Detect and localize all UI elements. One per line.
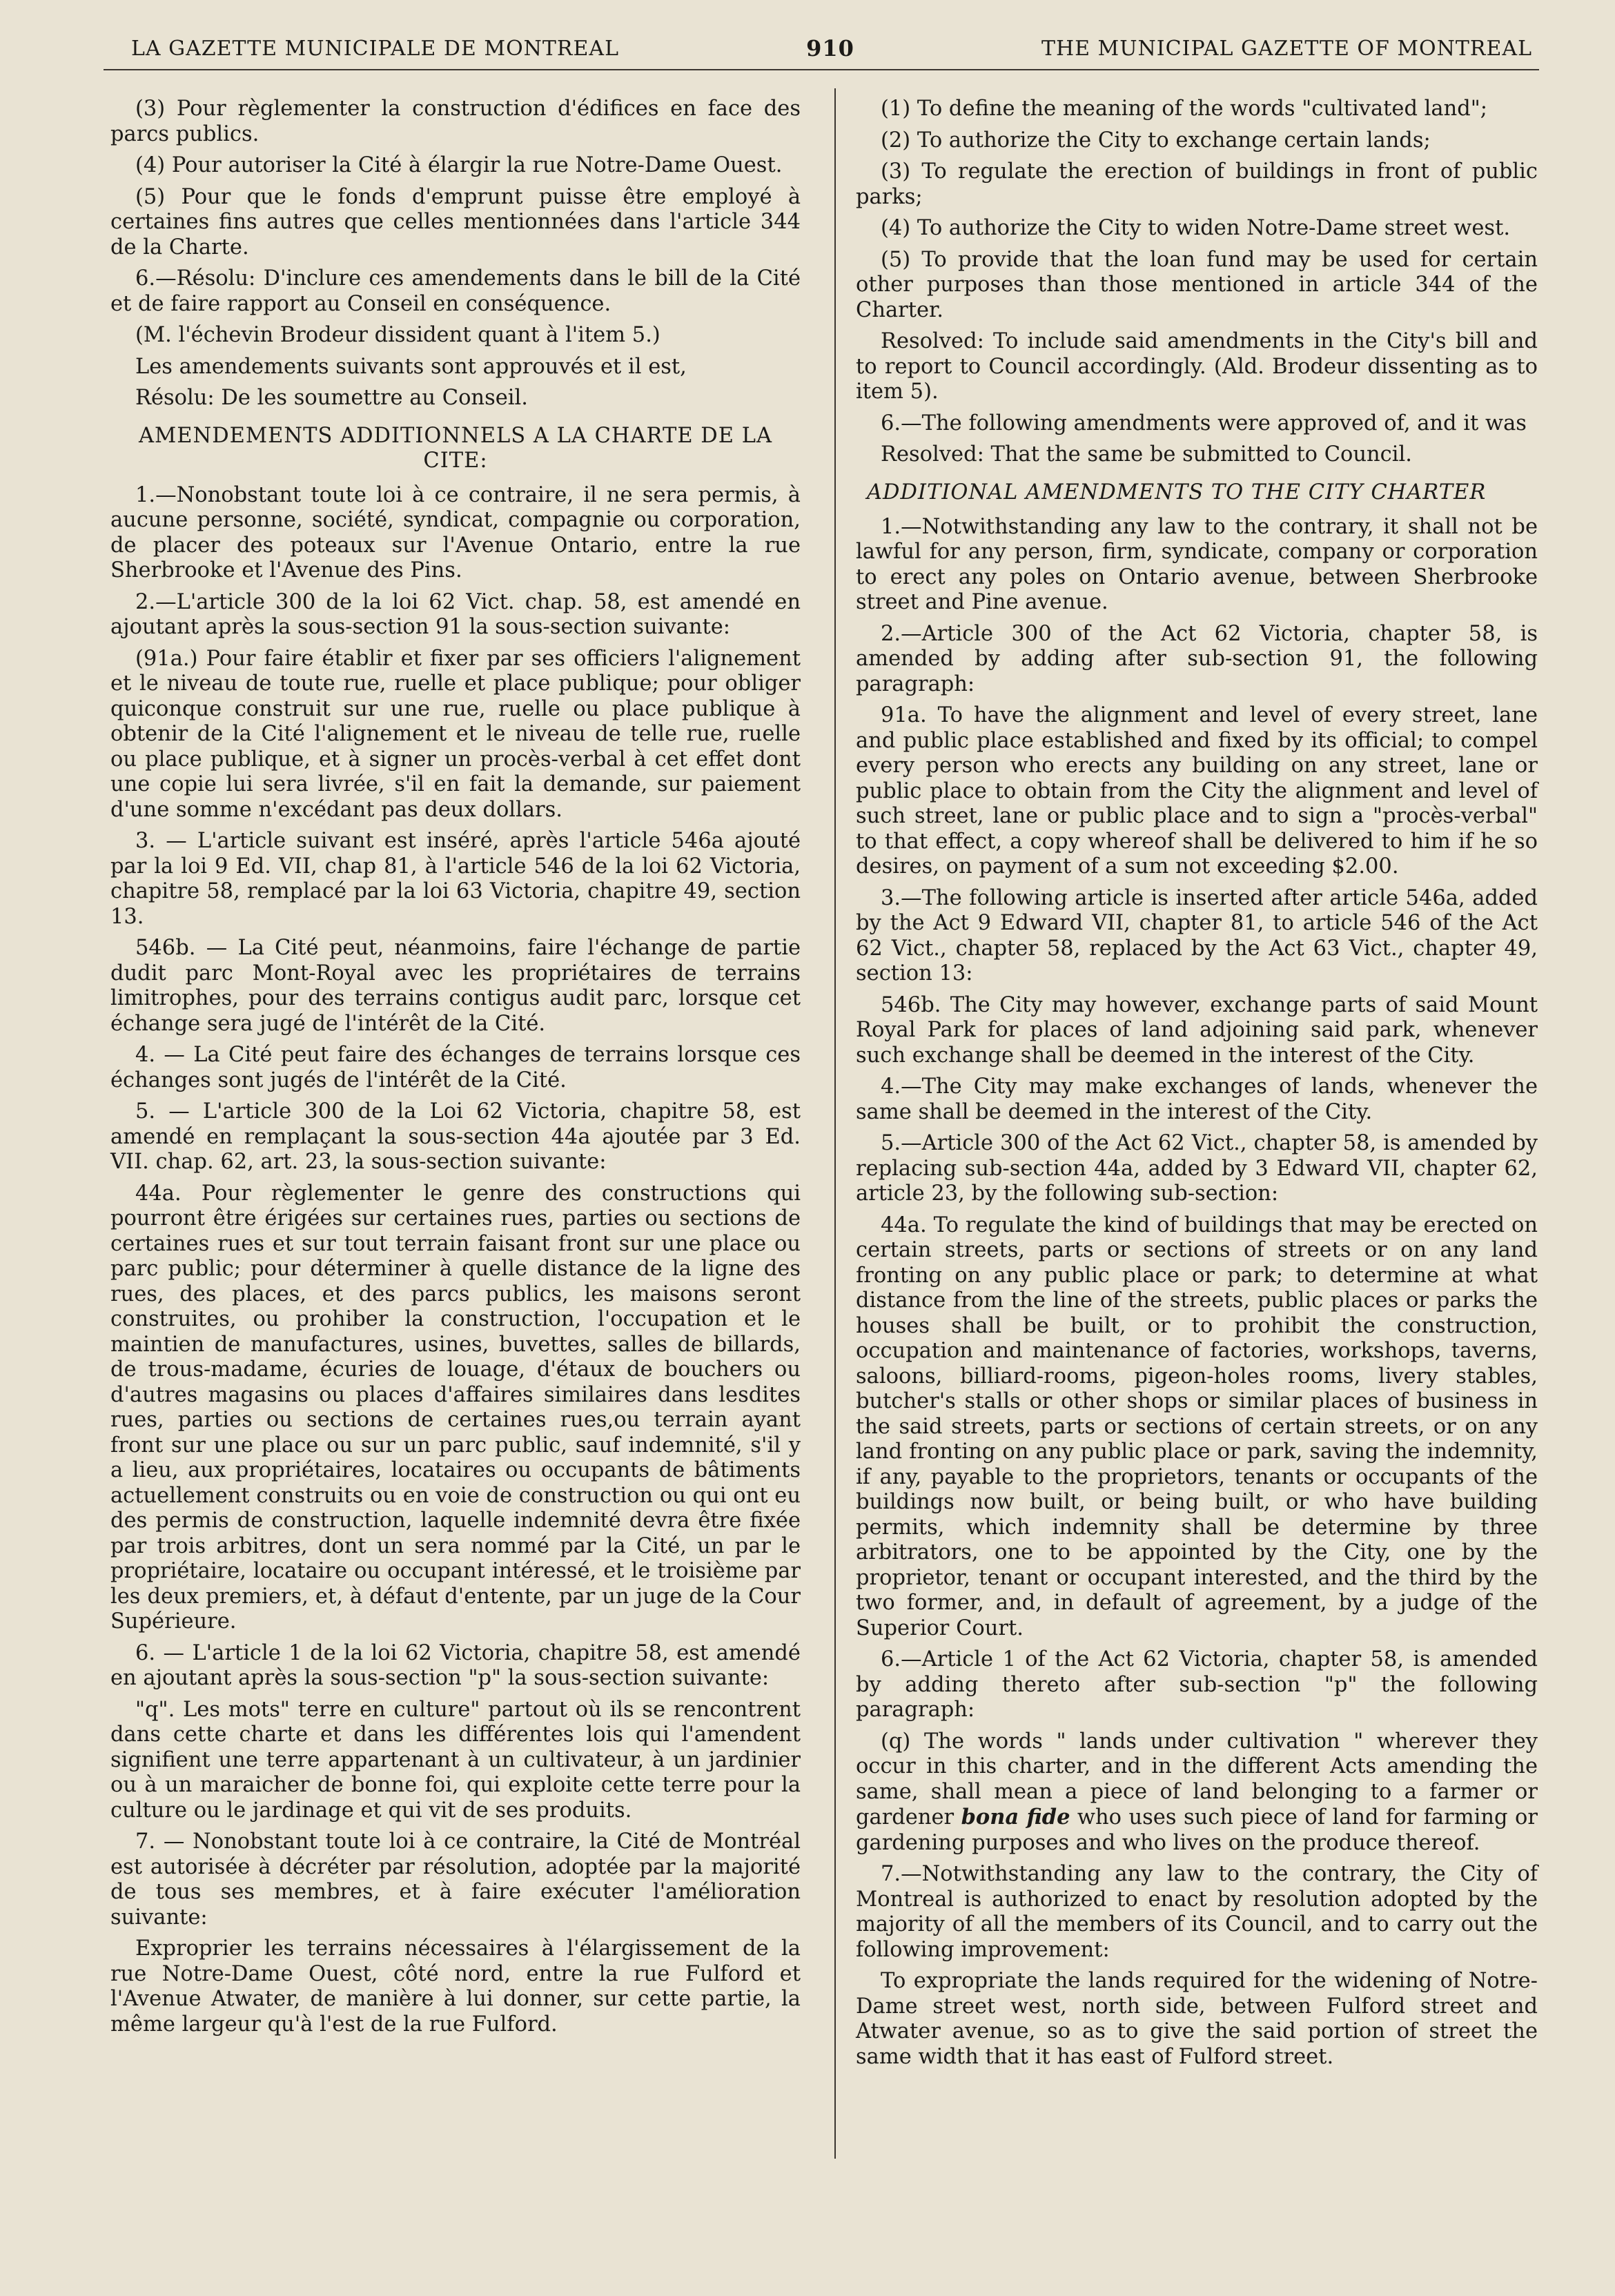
english-column xyxy=(856,97,1538,2076)
paragraph: 91a. To have the alignment and level of every street, lane and public place established and fixed by its official; to compel every person who erects any building on any street, lane or public place to obtain from the City the alignment and level of such street, lane or public place and to sign a "procès-verbal" to that effect, a copy whereof shall be delivered to him if he so desires, on payment of a sum not exceeding $2.00. xyxy=(856,703,1538,879)
paragraph: (5) To provide that the loan fund may be used for certain other purposes than those mentioned in article 344 of the Charter. xyxy=(856,247,1538,322)
paragraph: 7.—Notwithstanding any law to the contrary, the City of Montreal is authorized to enact by resolution adopted by the majority of all the members of its Council, and to carry out the following improvement: xyxy=(856,1862,1538,1962)
paragraph: 6.—The following amendments were approved of, and it was xyxy=(881,411,1527,435)
paragraph: (3) Pour règlementer la construction d'édifices en face des parcs publics. xyxy=(110,97,801,146)
column-divider xyxy=(834,88,836,2159)
paragraph: 44a. Pour règlementer le genre des constructions qui pourront être érigées sur certaines rues, parties ou sections de certaines rues et sur tout terrain faisant front sur une place ou parc public; pour déterminer à quelle distance de la ligne des rues, des places, et des parcs publics, les maisons seront construites, ou prohiber la construction, l'occupation et le maintien de manufactures, usines, buvettes, salles de billards, de trous-madame, écuries de louage, d'étaux de bouchers ou d'autres magasins ou places d'affaires similaires dans lesdites rues, parties ou sections de certaines rues,ou terrain ayant front sur une place ou sur un parc public, sauf indemnité, s'il y a lieu, aux propriétaires, locataires ou occupants de bâtiments actuellement construits ou en voie de construction ou qui ont eu des permis de construction, laquelle indemnité devra être fixée par trois arbitres, dont un sera nommé par la Cité, un par le propriétaire, locataire ou occupant intéressé, et le troisième par les deux premiers, et, à défaut d'entente, par un juge de la Cour Supérieure. xyxy=(110,1181,801,1633)
page-number: 910 xyxy=(806,35,854,61)
paragraph xyxy=(856,1729,1538,1856)
paragraph: 5. — L'article 300 de la Loi 62 Victoria, chapitre 58, est amendé en remplaçant la sous-section 44a ajoutée par 3 Ed. VII. chap. 62, art. 23, la sous-section suivante: xyxy=(110,1099,801,1174)
page-header xyxy=(131,30,1532,66)
paragraph: (1) To define the meaning of the words "cultivated land"; xyxy=(881,97,1488,121)
paragraph: "q". Les mots" terre en culture" partout où ils se rencontrent dans cette charte et dans les différentes lois qui l'amendent signifient une terre appartenant à un cultivateur, à un jardinier ou à un maraicher de bonne foi, qui exploite cette terre pour la culture ou le jardinage et qui vit de ses produits. xyxy=(110,1697,801,1823)
section-heading: ADDITIONAL AMENDMENTS TO THE CITY CHARTER xyxy=(867,480,1487,504)
paragraph: Resolved: To include said amendments in the City's bill and to report to Council accordingly. (Ald. Brodeur dissenting as to item 5). xyxy=(856,329,1538,404)
paragraph: Exproprier les terrains nécessaires à l'élargissement de la rue Notre-Dame Ouest, côté nord, entre la rue Fulford et l'Avenue Atwater, de manière à lui donner, sur cette partie, la même largeur qu'à l'est de la rue Fulford. xyxy=(110,1936,801,2037)
paragraph: To expropriate the lands required for the widening of Notre-Dame street west, north side, between Fulford street and Atwater avenue, so as to give the said portion of street the same width that it has east of Fulford street. xyxy=(856,1969,1538,2069)
italic-term: bona fide xyxy=(961,1805,1070,1829)
paragraph: (2) To authorize the City to exchange certain lands; xyxy=(881,128,1431,153)
section-heading: AMENDEMENTS ADDITIONNELS A LA CHARTE DE LA CITE: xyxy=(139,423,772,473)
paragraph: 2.—L'article 300 de la loi 62 Vict. chap. 58, est amendé en ajoutant après la sous-section 91 la sous-section suivante: xyxy=(110,589,801,639)
paragraph: (91a.) Pour faire établir et fixer par ses officiers l'alignement et le niveau de toute rue, ruelle et place publique; pour obliger quiconque construit sur une rue, ruelle ou place publique à obtenir de la Cité l'alignement et le niveau de telle rue, ruelle ou place publique, et à signer un procès-verbal à cet effet dont une copie lui sera livrée, s'il en fait la demande, sur paiement d'une somme n'excédant pas deux dollars. xyxy=(110,646,801,822)
text-run: (q) The words " lands under cultivation " wherever they occur in this charter, and in the different Acts amending the same, shall mean a piece of land belonging to a farmer or gardener xyxy=(856,1729,1538,1829)
paragraph: 546b. The City may however, exchange parts of said Mount Royal Park for places of land adjoining said park, whenever such exchange shall be deemed in the interest of the City. xyxy=(856,992,1538,1068)
paragraph: 4. — La Cité peut faire des échanges de terrains lorsque ces échanges sont jugés de l'intérêt de la Cité. xyxy=(110,1043,801,1092)
paragraph: 3. — L'article suivant est inséré, après l'article 546a ajouté par la loi 9 Ed. VII, chap 81, à l'article 546 de la loi 62 Victoria, chapitre 58, remplacé par la loi 63 Victoria, chapitre 49, section 13. xyxy=(110,829,801,929)
paragraph: (M. l'échevin Brodeur dissident quant à l'item 5.) xyxy=(135,323,660,347)
paragraph: 6.—Résolu: D'inclure ces amendements dans le bill de la Cité et de faire rapport au Conseil en conséquence. xyxy=(110,266,801,316)
paragraph: Résolu: De les soumettre au Conseil. xyxy=(135,386,528,410)
paragraph: 4.—The City may make exchanges of lands, whenever the same shall be deemed in the interest of the City. xyxy=(856,1075,1538,1124)
paragraph: 2.—Article 300 of the Act 62 Victoria, chapter 58, is amended by adding after sub-section 91, the following paragraph: xyxy=(856,621,1538,696)
header-rule xyxy=(104,69,1539,70)
paragraph: (4) Pour autoriser la Cité à élargir la rue Notre-Dame Ouest. xyxy=(135,153,783,177)
header-right-title: THE MUNICIPAL GAZETTE OF MONTREAL xyxy=(1041,36,1532,61)
paragraph: 44a. To regulate the kind of buildings that may be erected on certain streets, parts or sections of streets or on any land fronting on any public place or park; to determine at what distance from the line of the streets, public places or parks the houses shall be built, or to prohibit the construction, occupation and maintenance of factories, workshops, taverns, saloons, billiard-rooms, pigeon-holes rooms, livery stables, butcher's stalls or other shops or similar places of business in the said streets, parts or sections of certain streets, or on any land fronting on any public place or park, saving the indemnity, if any, payable to the proprietors, tenants or occupants of the buildings now built, or being built, or who have building permits, which indemnity shall be determine by three arbitrators, one to be appointed by the City, one by the proprietor, tenant or occupant interested, and the third by the two former, and, in default of agreement, by a judge of the Superior Court. xyxy=(856,1213,1538,1640)
paragraph: (5) Pour que le fonds d'emprunt puisse être employé à certaines fins autres que celles mentionnées dans l'article 344 de la Charte. xyxy=(110,184,801,259)
paragraph: (3) To regulate the erection of buildings in front of public parks; xyxy=(856,159,1538,209)
header-left-title: LA GAZETTE MUNICIPALE DE MONTREAL xyxy=(131,36,620,61)
paragraph: 1.—Notwithstanding any law to the contrary, it shall not be lawful for any person, firm, syndicate, company or corporation to erect any poles on Ontario avenue, between Sherbrooke street and Pine avenue. xyxy=(856,514,1538,614)
paragraph: 546b. — La Cité peut, néanmoins, faire l'échange de partie dudit parc Mont-Royal avec les propriétaires de terrains limitrophes, pour des terrains contigus audit parc, lorsque cet échange sera jugé de l'intérêt de la Cité. xyxy=(110,936,801,1036)
paragraph: 7. — Nonobstant toute loi à ce contraire, la Cité de Montréal est autorisée à décréter par résolution, adoptée par la majorité de tous ses membres, et à faire exécuter l'amélioration suivante: xyxy=(110,1829,801,1930)
paragraph: 1.—Nonobstant toute loi à ce contraire, il ne sera permis, à aucune personne, société, syndicat, compagnie ou corporation, de placer des poteaux sur l'Avenue Ontario, entre la rue Sherbrooke et l'Avenue des Pins. xyxy=(110,482,801,582)
paragraph: 5.—Article 300 of the Act 62 Vict., chapter 58, is amended by replacing sub-section 44a, added by 3 Edward VII, chapter 62, article 23, by the following sub-section: xyxy=(856,1131,1538,1206)
paragraph: 3.—The following article is inserted after article 546a, added by the Act 9 Edward VII, chapter 81, to article 546 of the Act 62 Vict., chapter 58, replaced by the Act 63 Vict., chapter 49, section 13: xyxy=(856,885,1538,985)
text-run: who uses such piece of land for farming or gardening purposes and who lives on the produce thereof. xyxy=(856,1805,1538,1855)
paragraph: Resolved: That the same be submitted to Council. xyxy=(881,442,1412,467)
paragraph: (4) To authorize the City to widen Notre-Dame street west. xyxy=(881,216,1511,240)
paragraph: Les amendements suivants sont approuvés et il est, xyxy=(135,354,687,379)
paragraph: 6. — L'article 1 de la loi 62 Victoria, chapitre 58, est amendé en ajoutant après la sous-section "p" la sous-section suivante: xyxy=(110,1640,801,1690)
paragraph: 6.—Article 1 of the Act 62 Victoria, chapter 58, is amended by adding thereto after sub-section "p" the following paragraph: xyxy=(856,1647,1538,1722)
french-column xyxy=(110,97,801,2043)
